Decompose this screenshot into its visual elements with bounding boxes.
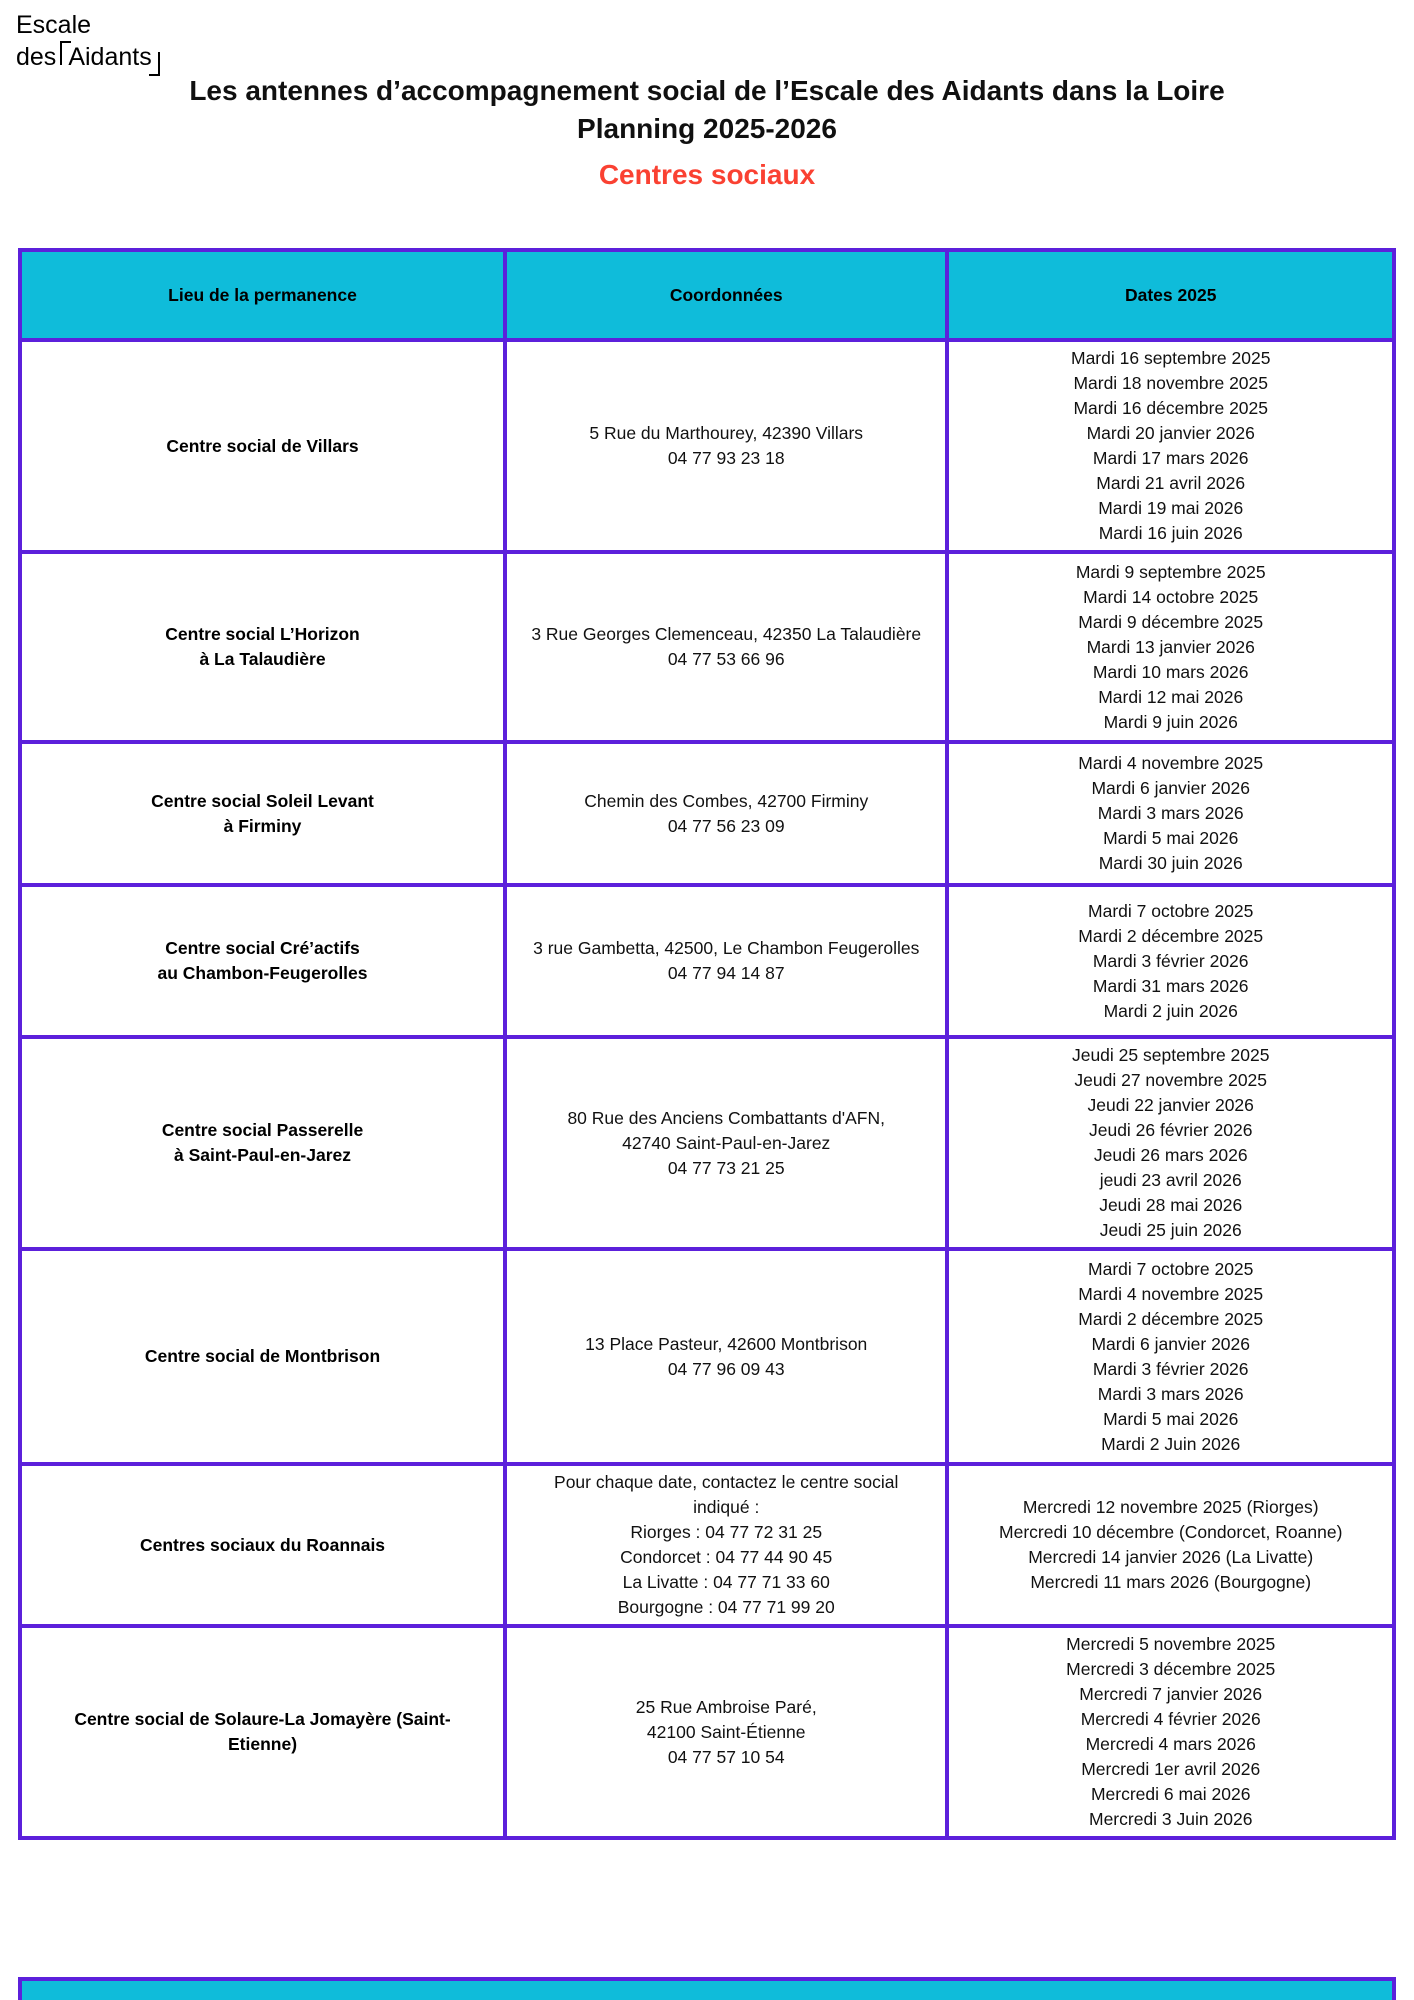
cell-coordonnees (505, 885, 947, 1037)
date-line: Mercredi 3 décembre 2025 (1066, 1659, 1276, 1679)
date-line: Mardi 2 Juin 2026 (1101, 1433, 1241, 1454)
date-line: Mardi 2 décembre 2025 (1078, 1308, 1264, 1329)
date-line: Mardi 31 mars 2026 (1092, 975, 1249, 996)
coordonnees-line: 3 rue Gambetta, 42500, Le Chambon Feugerolles (533, 938, 920, 958)
date-line: Mardi 16 décembre 2025 (1073, 398, 1268, 418)
cell-lieu (20, 1464, 505, 1626)
date-line: Mardi 14 octobre 2025 (1083, 586, 1259, 607)
logo-line1: Escale (16, 11, 92, 39)
date-line: Mardi 18 novembre 2025 (1073, 373, 1268, 393)
coordonnees-line: 04 77 73 21 25 (667, 1157, 785, 1178)
date-line: Mardi 3 mars 2026 (1097, 1383, 1244, 1404)
cell-coordonnees (505, 742, 947, 885)
date-line: Jeudi 25 septembre 2025 (1071, 1045, 1270, 1065)
cell-dates (947, 885, 1394, 1037)
date-line: Mercredi 6 mai 2026 (1090, 1784, 1251, 1804)
table-body (20, 340, 1394, 1838)
date-line: Mardi 20 janvier 2026 (1086, 423, 1255, 443)
table-row (20, 885, 1394, 1037)
date-line: Mardi 16 juin 2026 (1098, 523, 1243, 543)
cell-coordonnees (505, 1249, 947, 1464)
date-line: Mardi 21 avril 2026 (1096, 473, 1246, 493)
date-line: Mardi 9 juin 2026 (1103, 711, 1238, 732)
date-line: Mardi 3 février 2026 (1092, 950, 1249, 971)
lieu-line: Centre social Soleil Levant (151, 790, 374, 811)
cell-lieu (20, 742, 505, 885)
date-line: Mardi 5 mai 2026 (1103, 828, 1239, 848)
date-line: Mardi 3 mars 2026 (1097, 803, 1244, 823)
title-block (0, 0, 1414, 191)
date-line: Mardi 16 septembre 2025 (1071, 348, 1271, 368)
cell-lieu (20, 552, 505, 742)
coordonnees-line: 25 Rue Ambroise Paré, (635, 1696, 817, 1717)
table-header-row (20, 250, 1394, 340)
date-line: Mardi 10 mars 2026 (1092, 661, 1249, 682)
date-line: Jeudi 26 février 2026 (1088, 1120, 1253, 1140)
table-row (20, 340, 1394, 552)
lieu-line: Centre social de Solaure-La Jomayère (Saint- (74, 1709, 451, 1729)
coordonnees-line: Pour chaque date, contactez le centre social (554, 1472, 899, 1492)
date-line: Mardi 13 janvier 2026 (1086, 636, 1255, 657)
date-line: Mercredi 4 mars 2026 (1085, 1734, 1256, 1754)
table-row (20, 1626, 1394, 1838)
cell-lieu (20, 1249, 505, 1464)
coordonnees-line: Bourgogne : 04 77 71 99 20 (617, 1597, 835, 1617)
escale-des-aidants-logo (16, 10, 160, 76)
cell-dates (947, 1464, 1394, 1626)
lieu-line: à La Talaudière (199, 649, 326, 669)
cell-dates (947, 1626, 1394, 1838)
cell-coordonnees (505, 1037, 947, 1249)
date-line: jeudi 23 avril 2026 (1099, 1170, 1242, 1190)
cell-lieu (20, 1037, 505, 1249)
coordonnees-line: 13 Place Pasteur, 42600 Montbrison (585, 1333, 868, 1354)
date-line: Mercredi 7 janvier 2026 (1079, 1684, 1263, 1704)
date-line: Mercredi 14 janvier 2026 (La Livatte) (1028, 1547, 1314, 1567)
cell-dates (947, 742, 1394, 885)
cell-lieu (20, 340, 505, 552)
coordonnees-line: Riorges : 04 77 72 31 25 (630, 1522, 823, 1542)
date-line: Jeudi 26 mars 2026 (1093, 1145, 1248, 1165)
date-line: Mardi 2 décembre 2025 (1078, 925, 1264, 946)
column-header-dates: Dates 2025 (947, 250, 1394, 340)
coordonnees-line: 04 77 93 23 18 (667, 448, 785, 468)
coordonnees-line: Chemin des Combes, 42700 Firminy (584, 790, 869, 811)
cell-dates (947, 1249, 1394, 1464)
lieu-line: à Saint-Paul-en-Jarez (174, 1145, 351, 1165)
lieu-line: Etienne) (227, 1734, 298, 1754)
date-line: Mardi 2 juin 2026 (1103, 1000, 1238, 1021)
date-line: Mardi 9 décembre 2025 (1078, 611, 1264, 632)
coordonnees-line: 04 77 94 14 87 (667, 963, 785, 983)
cell-lieu (20, 885, 505, 1037)
date-line: Mardi 6 janvier 2026 (1091, 778, 1250, 798)
table-row (20, 1037, 1394, 1249)
logo-bracketed-word: Aidants (60, 41, 159, 76)
date-line: Mercredi 3 Juin 2026 (1089, 1809, 1253, 1829)
date-line: Mardi 17 mars 2026 (1092, 448, 1249, 468)
page-title-line2: Planning 2025-2026 (577, 113, 837, 144)
date-line: Mercredi 11 mars 2026 (Bourgogne) (1030, 1572, 1312, 1592)
date-line: Mardi 7 octobre 2025 (1088, 1258, 1254, 1279)
schedule-table (18, 248, 1396, 1840)
date-line: Mercredi 4 février 2026 (1080, 1709, 1261, 1729)
cell-dates (947, 1037, 1394, 1249)
column-header-lieu: Lieu de la permanence (20, 250, 505, 340)
coordonnees-line: 5 Rue du Marthourey, 42390 Villars (589, 423, 864, 443)
date-line: Mardi 19 mai 2026 (1098, 498, 1244, 518)
coordonnees-line: indiqué : (693, 1497, 760, 1517)
cell-dates (947, 340, 1394, 552)
coordonnees-line: 80 Rue des Anciens Combattants d'AFN, (567, 1107, 885, 1128)
coordonnees-line: Condorcet : 04 77 44 90 45 (620, 1547, 833, 1567)
coordonnees-line: 42100 Saint-Étienne (646, 1721, 806, 1742)
table-row (20, 742, 1394, 885)
table-row (20, 552, 1394, 742)
page-title-line1: Les antennes d’accompagnement social de l’Escale des Aidants dans la Loire (189, 75, 1225, 106)
date-line: Mardi 30 juin 2026 (1098, 853, 1243, 873)
cell-lieu (20, 1626, 505, 1838)
column-header-coordonnees: Coordonnées (505, 250, 947, 340)
date-line: Mardi 7 octobre 2025 (1088, 900, 1254, 921)
date-line: Jeudi 27 novembre 2025 (1074, 1070, 1268, 1090)
date-line: Mercredi 12 novembre 2025 (Riorges) (1022, 1497, 1319, 1517)
lieu-line: Centres sociaux du Roannais (139, 1534, 386, 1555)
date-line: Mardi 4 novembre 2025 (1078, 1283, 1264, 1304)
lieu-line: Centre social L’Horizon (165, 624, 360, 644)
cell-coordonnees (505, 552, 947, 742)
cell-coordonnees (505, 340, 947, 552)
lieu-line: Centre social Cré’actifs (165, 938, 360, 958)
coordonnees-line: 3 Rue Georges Clemenceau, 42350 La Talaudière (531, 624, 922, 644)
coordonnees-line: 04 77 96 09 43 (667, 1358, 785, 1379)
date-line: Mardi 3 février 2026 (1092, 1358, 1249, 1379)
date-line: Mardi 5 mai 2026 (1103, 1408, 1239, 1429)
coordonnees-line: 04 77 53 66 96 (667, 649, 785, 669)
table-row (20, 1249, 1394, 1464)
date-line: Mardi 12 mai 2026 (1098, 686, 1244, 707)
coordonnees-line: 04 77 56 23 09 (667, 815, 785, 836)
date-line: Mercredi 5 novembre 2025 (1066, 1634, 1276, 1654)
date-line: Jeudi 25 juin 2026 (1099, 1220, 1242, 1240)
coordonnees-line: 42740 Saint-Paul-en-Jarez (622, 1132, 831, 1153)
lieu-line: Centre social Passerelle (161, 1120, 364, 1140)
date-line: Jeudi 22 janvier 2026 (1087, 1095, 1254, 1115)
coordonnees-line: La Livatte : 04 77 71 33 60 (622, 1572, 830, 1592)
date-line: Jeudi 28 mai 2026 (1099, 1195, 1243, 1215)
date-line: Mardi 6 janvier 2026 (1091, 1333, 1250, 1354)
logo-line2 (16, 41, 160, 76)
date-line: Mardi 4 novembre 2025 (1078, 753, 1264, 773)
table-row (20, 1464, 1394, 1626)
lieu-line: au Chambon-Feugerolles (157, 963, 368, 983)
date-line: Mardi 9 septembre 2025 (1075, 561, 1266, 582)
lieu-line: Centre social de Montbrison (144, 1346, 381, 1366)
coordonnees-line: 04 77 57 10 54 (667, 1746, 785, 1767)
lieu-line: Centre social de Villars (166, 435, 359, 456)
next-table-header-strip (18, 1977, 1396, 2000)
cell-coordonnees (505, 1626, 947, 1838)
date-line: Mercredi 1er avril 2026 (1081, 1759, 1261, 1779)
lieu-line: à Firminy (223, 815, 302, 836)
cell-coordonnees (505, 1464, 947, 1626)
date-line: Mercredi 10 décembre (Condorcet, Roanne) (999, 1522, 1343, 1542)
cell-dates (947, 552, 1394, 742)
page-subtitle: Centres sociaux (598, 159, 816, 190)
logo-line2-prefix: des (16, 43, 57, 71)
